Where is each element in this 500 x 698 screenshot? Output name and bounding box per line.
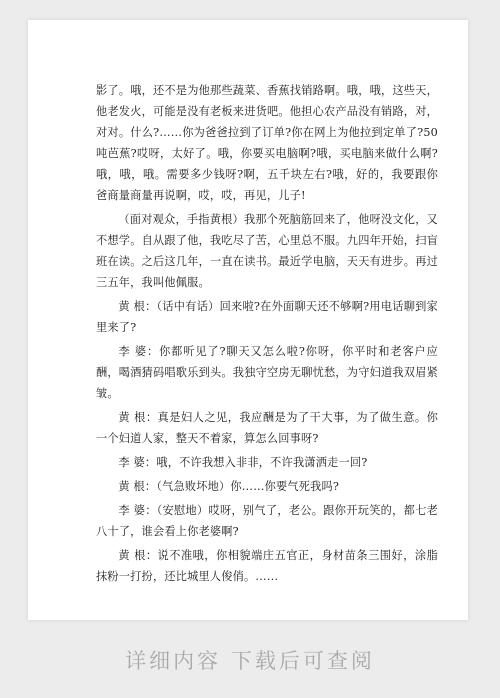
paragraph-1: 影了。哦，还不是为他那些蔬菜、香蕉找销路啊。哦，哦，这些天，他老发火，可能是没有老板来进货吧。他担心农产品没有销路，对，对对。什么?……你为爸爸拉到了订单?你在网上为他拉到定单了?50吨芭蕉?哎呀，太好了。哦，你要买电脑啊?哦，买电脑来做什么啊?哦，哦，哦。需要多少钱呀?啊，五千块左右?哦，好的，我要跟你爸商量商量再说啊，哎，哎，再见，儿子! [96,84,438,202]
dialogue-line-7: 黄 根：说不准哦，你相貌端庄五官正，身材苗条三围好，涂脂抹粉一打扮，还比城里人俊俏。…… [96,549,438,583]
download-hint: 详细内容 下载后可查阅 [125,649,375,673]
paragraph-2: （面对观众，手指黄根）我那个死脑筋回来了，他呀没文化，又不想学。自从跟了他，我吃尽了苦，心里总不服。九四年开始，扫盲班在读。之后这几年，一直在读书。最近学电脑，天天有进步。再过三五年，我叫他佩服。 [96,213,438,289]
document-page [28,20,468,620]
dialogue-line-5: 黄 根：（气急败坏地）你……你要气死我吗? [118,480,340,493]
dialogue-line-6: 李 婆：（安慰地）哎呀，别气了，老公。跟你开玩笑的，都七老八十了，谁会看上你老婆啊? [96,504,438,538]
dialogue-line-4: 李 婆：哦，不许我想入非非，不许我潇洒走一回? [118,456,368,469]
dialogue-line-1: 黄 根：（话中有话）回来啦?在外面聊天还不够啊?用电话聊到家里来了? [96,300,438,334]
document-body [96,80,438,590]
dialogue-line-2: 李 婆：你都听见了?聊天又怎么啦?你呀，你平时和老客户应酬，喝酒猜码唱歌乐到头。我独守空房无聊忧愁，为守妇道我双眉紧皱。 [96,345,438,400]
dialogue-line-3: 黄 根：真是妇人之见，我应酬是为了干大事，为了做生意。你一个妇道人家，整天不着家，算怎么回事呀? [96,411,438,445]
